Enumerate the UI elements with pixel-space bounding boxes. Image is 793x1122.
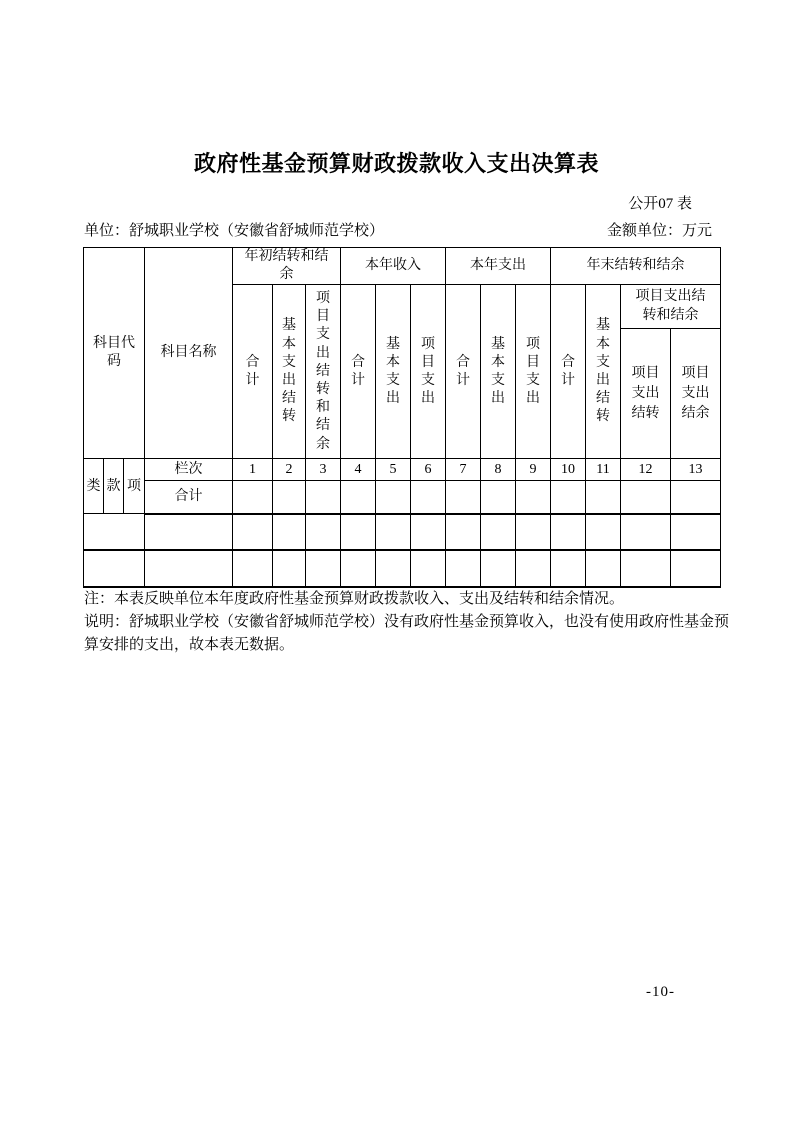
col-index-4: 4 (341, 459, 376, 481)
header-begin-total: 合计 (233, 285, 273, 459)
total-value-13 (671, 481, 721, 514)
header-subject-code: 科目代码 (84, 248, 145, 459)
empty-cell (376, 514, 411, 550)
form-number: 公开07 表 (628, 196, 692, 212)
col-index-9: 9 (516, 459, 551, 481)
col-index-6: 6 (411, 459, 446, 481)
total-value-10 (551, 481, 586, 514)
header-income-basic: 基本支出 (376, 285, 411, 459)
empty-cell (273, 514, 306, 550)
empty-cell (233, 514, 273, 550)
table-notes (84, 588, 734, 657)
total-value-9 (516, 481, 551, 514)
header-end-project-carryforward: 项目支出结转 (621, 329, 671, 459)
header-income-project: 项目支出 (411, 285, 446, 459)
empty-name-cell (145, 550, 233, 587)
empty-cell (341, 514, 376, 550)
col-index-13: 13 (671, 459, 721, 481)
page-title: 政府性基金预算财政拨款收入支出决算表 (193, 151, 599, 176)
meta-line (84, 219, 720, 240)
total-value-12 (621, 481, 671, 514)
explanation-line: 说明：舒城职业学校（安徽省舒城师范学校）没有政府性基金预算收入，也没有使用政府性基金预算安排的支出，故本表无数据。 (84, 614, 730, 653)
empty-cell (586, 550, 621, 587)
total-value-11 (586, 481, 621, 514)
empty-cell (376, 550, 411, 587)
total-value-8 (481, 481, 516, 514)
total-value-2 (273, 481, 306, 514)
empty-name-cell (145, 514, 233, 550)
col-index-8: 8 (481, 459, 516, 481)
empty-cell (516, 514, 551, 550)
empty-cell (586, 514, 621, 550)
code-part-item: 项 (124, 459, 145, 514)
empty-cell (306, 514, 341, 550)
header-end-total: 合计 (551, 285, 586, 459)
header-group-year-income: 本年收入 (341, 248, 446, 285)
total-value-7 (446, 481, 481, 514)
empty-cell (411, 514, 446, 550)
empty-cell (233, 550, 273, 587)
empty-cell (516, 550, 551, 587)
col-index-5: 5 (376, 459, 411, 481)
empty-cell (551, 550, 586, 587)
total-value-3 (306, 481, 341, 514)
empty-cell (671, 550, 721, 587)
header-group-begin-balance: 年初结转和结余 (233, 248, 341, 285)
header-end-basic-carryover: 基本支出结转 (586, 285, 621, 459)
empty-data-row (84, 514, 721, 550)
code-part-section: 款 (104, 459, 124, 514)
page-number: -10- (646, 984, 675, 1000)
header-expense-total: 合计 (446, 285, 481, 459)
header-group-row (84, 248, 721, 285)
header-expense-project: 项目支出 (516, 285, 551, 459)
header-begin-basic-carryover: 基本支出结转 (273, 285, 306, 459)
empty-cell (273, 550, 306, 587)
empty-cell (551, 514, 586, 550)
empty-cell (481, 514, 516, 550)
index-label: 栏次 (145, 459, 233, 481)
code-part-class: 类 (84, 459, 104, 514)
total-value-5 (376, 481, 411, 514)
fund-budget-table (83, 247, 721, 588)
empty-cell (306, 550, 341, 587)
empty-cell (341, 550, 376, 587)
header-end-project-surplus: 项目支出结余 (671, 329, 721, 459)
col-index-1: 1 (233, 459, 273, 481)
col-index-7: 7 (446, 459, 481, 481)
header-income-total: 合计 (341, 285, 376, 459)
total-label: 合计 (145, 481, 233, 514)
col-index-12: 12 (621, 459, 671, 481)
header-expense-basic: 基本支出 (481, 285, 516, 459)
header-end-project-subgroup: 项目支出结转和结余 (621, 285, 721, 329)
note-line: 注：本表反映单位本年度政府性基金预算财政拨款收入、支出及结转和结余情况。 (84, 591, 625, 607)
col-index-2: 2 (273, 459, 306, 481)
column-index-row (84, 459, 721, 481)
col-index-3: 3 (306, 459, 341, 481)
empty-code-cell (84, 514, 145, 550)
header-subject-name: 科目名称 (145, 248, 233, 459)
header-group-end-balance: 年末结转和结余 (551, 248, 721, 285)
empty-data-row (84, 550, 721, 587)
empty-cell (446, 514, 481, 550)
empty-code-cell (84, 550, 145, 587)
amount-unit-label: 金额单位：万元 (606, 223, 712, 239)
total-value-1 (233, 481, 273, 514)
empty-cell (621, 514, 671, 550)
total-value-4 (341, 481, 376, 514)
header-begin-project-carryover: 项目支出结转和结余 (306, 285, 341, 459)
header-group-year-expense: 本年支出 (446, 248, 551, 285)
empty-cell (621, 550, 671, 587)
unit-label: 单位：舒城职业学校（安徽省舒城师范学校） (84, 223, 385, 239)
total-row (84, 481, 721, 514)
empty-cell (446, 550, 481, 587)
total-value-6 (411, 481, 446, 514)
empty-cell (481, 550, 516, 587)
empty-cell (411, 550, 446, 587)
col-index-11: 11 (586, 459, 621, 481)
col-index-10: 10 (551, 459, 586, 481)
empty-cell (671, 514, 721, 550)
